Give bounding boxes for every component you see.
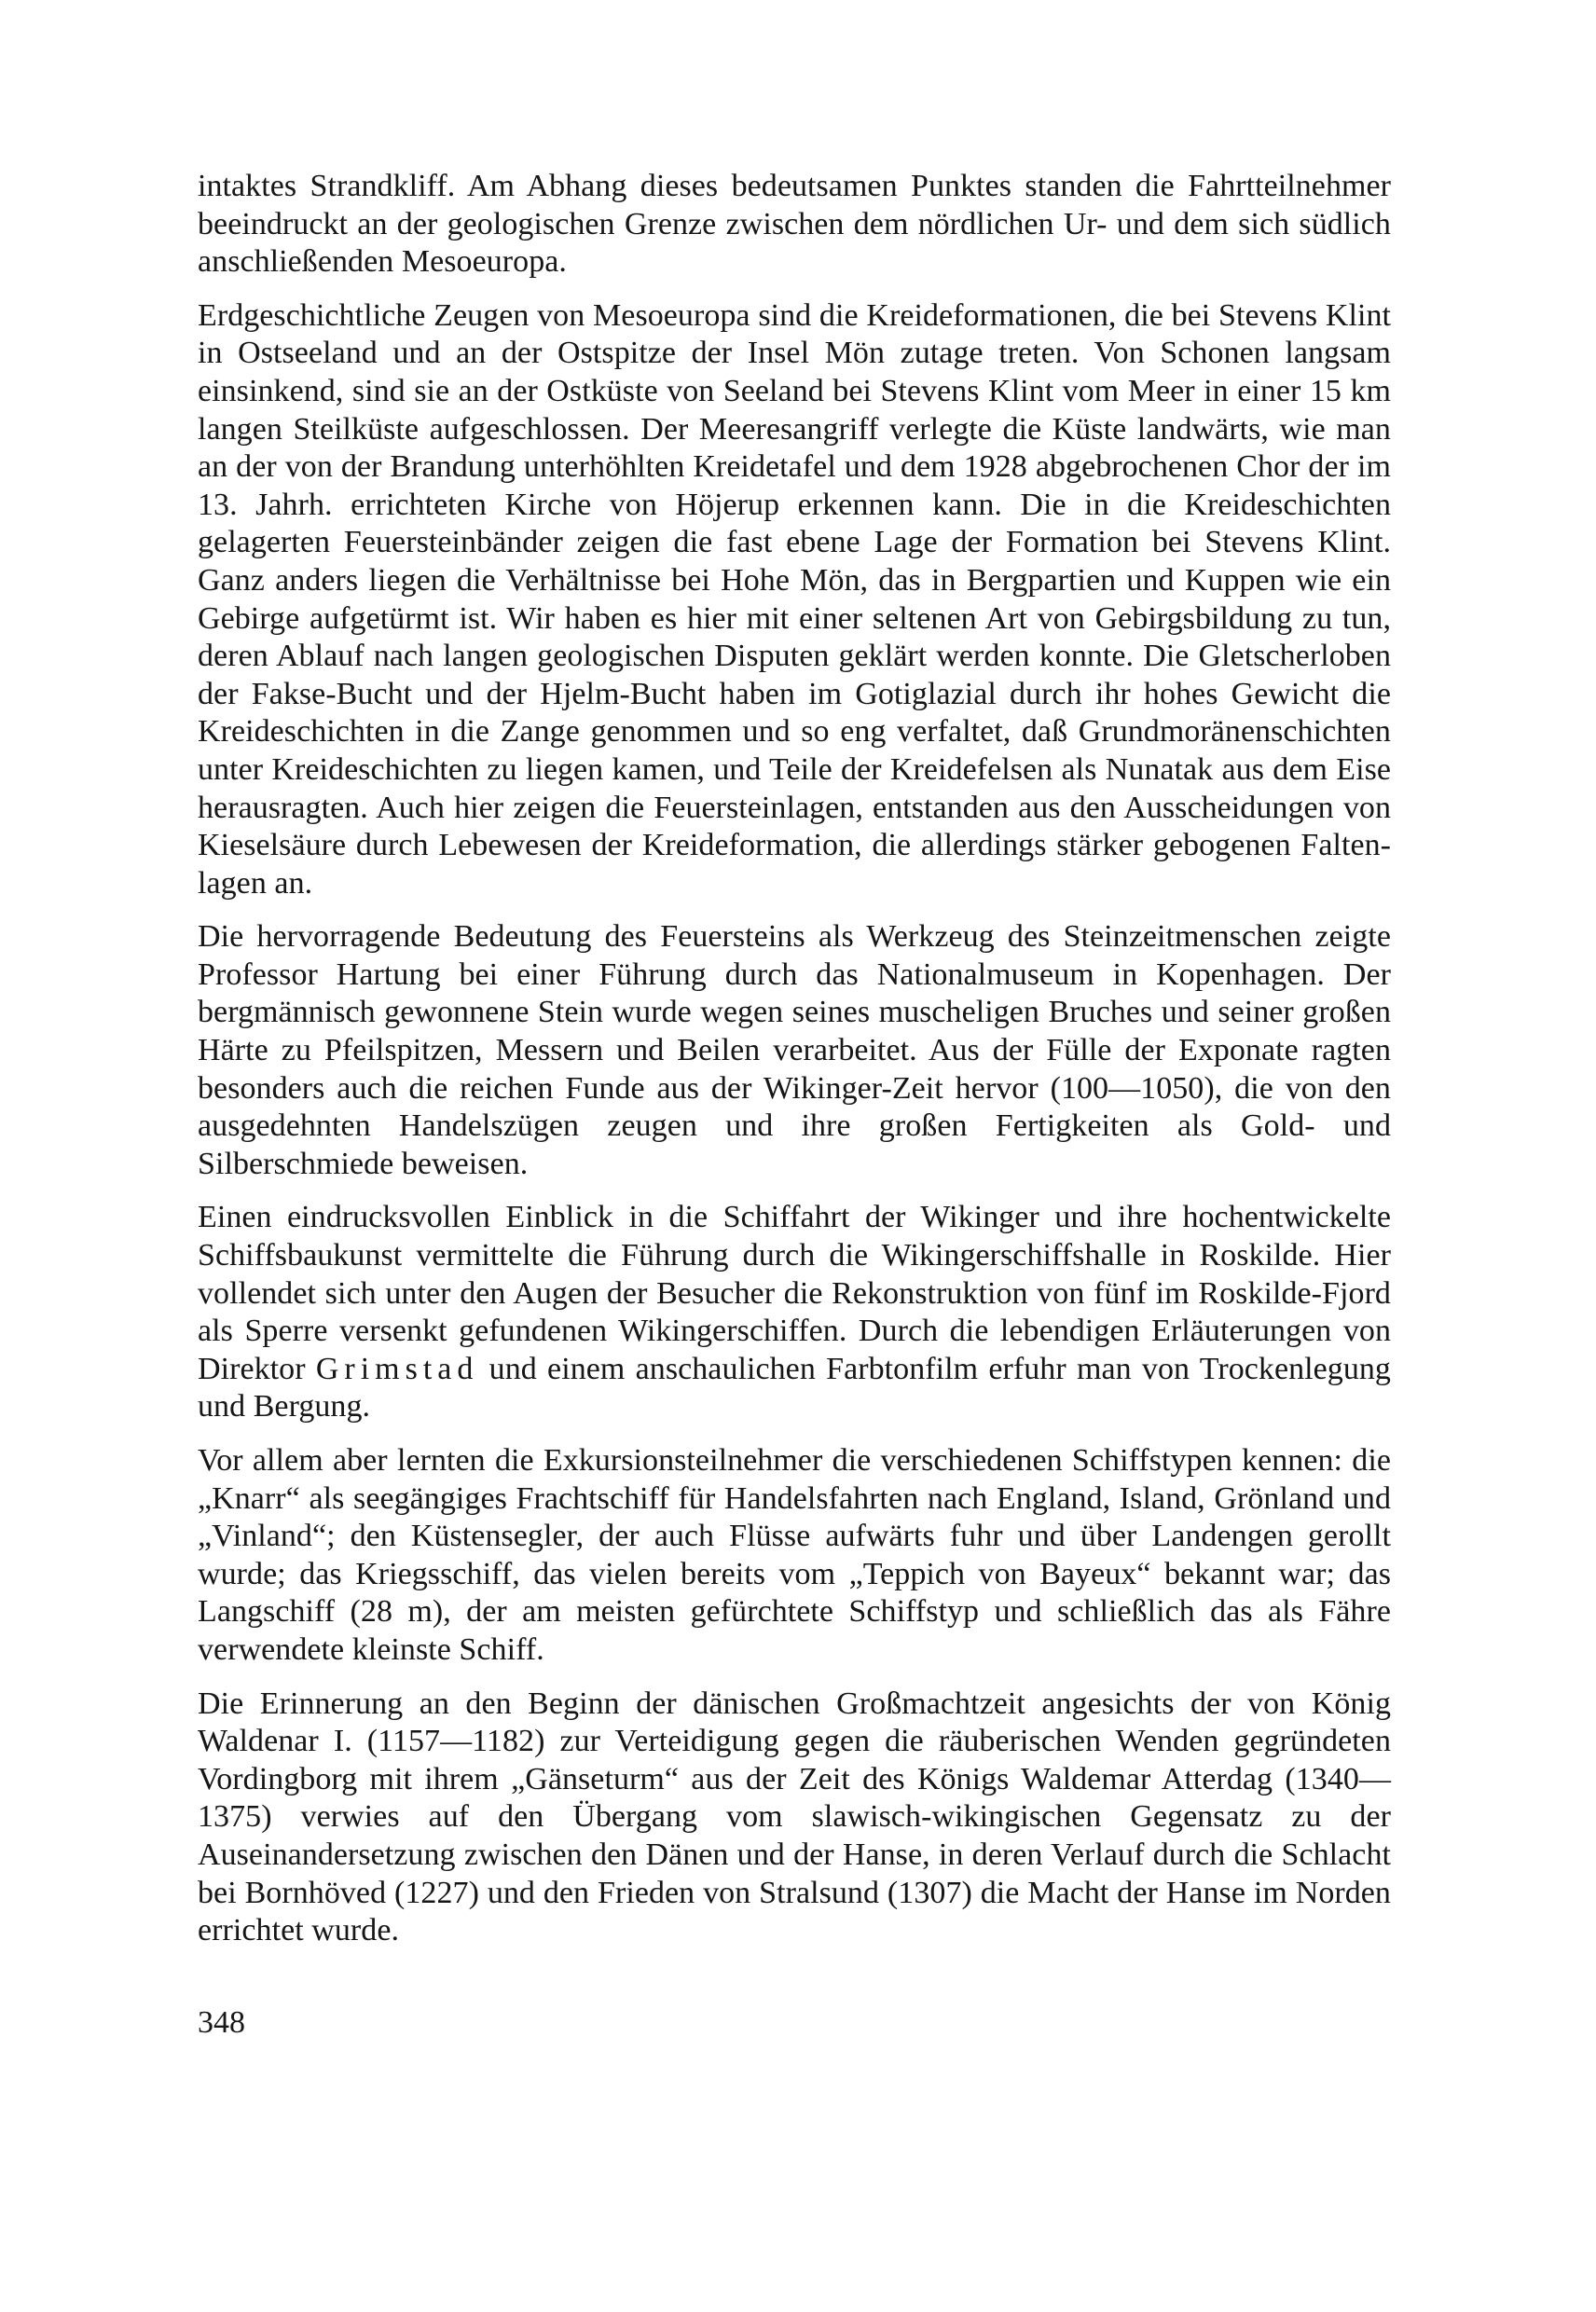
paragraph-wikingerschiffshalle	[198, 1199, 1391, 1426]
paragraph-kreideformationen: Erdgeschichtliche Zeugen von Mesoeuropa sind die Kreideformationen, die bei Stevens Klint in Ostseeland und an der Ostspitze der Insel Mön zutage treten. Von Schonen langsam einsinkend, sind sie an der Ostküste von Seeland bei Stevens Klint vom Meer in einer 15 km langen Steilküste aufgeschlossen. Der Meeresangriff verlegte die Küste landwärts, wie man an der von der Brandung unterhöhlten Kreidetafel und dem 1928 abgebrochenen Chor der im 13. Jahrh. errichteten Kirche von Höjerup erkennen kann. Die in die Kreideschichten gelagerten Feuersteinbänder zeigen die fast ebene Lage der Formation bei Stevens Klint. Ganz anders liegen die Verhältnisse bei Hohe Mön, das in Bergpartien und Kuppen wie ein Gebirge aufgetürmt ist. Wir haben es hier mit einer seltenen Art von Gebirgsbildung zu tun, deren Ablauf nach langen geologischen Disputen geklärt werden konnte. Die Gletscherloben der Fakse-Bucht und der Hjelm-Bucht haben im Gotiglazial durch ihr hohes Gewicht die Kreideschichten in die Zange genommen und so eng verfaltet, daß Grundmoränenschichten unter Kreideschichten zu liegen kamen, und Teile der Kreidefelsen als Nunatak aus dem Eise herausragten. Auch hier zeigen die Feuersteinlagen, entstanden aus den Ausscheidungen von Kieselsäure durch Lebewesen der Kreideformation, die allerdings stärker gebogenen Faltenlagen an.	[198, 297, 1391, 901]
paragraph-text-start: Einen eindrucksvollen Einblick in die Schiffahrt der Wikinger und ihre hochentwickelte Schiffsbaukunst vermittelte die Führung durch die Wikingerschiffshalle in Roskilde. Hier vollendet sich unter den Augen der Besucher die Rekonstruktion von fünf im Roskilde-Fjord als Sperre versenkt gefundenen Wikingerschiffen. Durch die lebendigen Erläuterungen von Direktor	[198, 1200, 1391, 1386]
paragraph-text-end: und einem anschaulichen Farbtonfilm erfuhr man von Trockenlegung und Bergung.	[198, 1351, 1391, 1424]
paragraph-strandkliff: intaktes Strandkliff. Am Abhang dieses bedeutsamen Punktes standen die Fahrtteilnehmer beeindruckt an der geologischen Grenze zwischen dem nördlichen Ur- und dem sich südlich anschließenden Mesoeuropa.	[198, 169, 1391, 280]
paragraph-feuerstein: Die hervorragende Bedeutung des Feuersteins als Werkzeug des Steinzeitmenschen zeigte Professor Hartung bei einer Führung durch das Nationalmuseum in Kopenhagen. Der bergmännisch gewonnene Stein wurde wegen seines muscheligen Bruches und seiner großen Härte zu Pfeilspitzen, Messern und Beilen verarbeitet. Aus der Fülle der Exponate ragten besonders auch die reichen Funde aus der Wikinger-Zeit hervor (100—1050), die von den ausgedehnten Handelszügen zeugen und ihre großen Fertigkeiten als Gold- und Silberschmiede beweisen.	[198, 919, 1391, 1181]
paragraph-grossmachtzeit: Die Erinnerung an den Beginn der dänischen Großmachtzeit angesichts der von König Waldenar I. (1157—1182) zur Verteidigung gegen die räuberischen Wenden gegründeten Vordingborg mit ihrem „Gänseturm“ aus der Zeit des Königs Waldemar Atterdag (1340—1375) verwies auf den Übergang vom slawisch-wikingischen Gegensatz zu der Auseinandersetzung zwischen den Dänen und der Hanse, in deren Verlauf durch die Schlacht bei Bornhöved (1227) und den Frieden von Stralsund (1307) die Macht der Hanse im Norden errichtet wurde.	[198, 1686, 1391, 1948]
page-body	[198, 168, 1391, 1966]
spaced-name: Grimstad	[315, 1351, 479, 1386]
paragraph-schiffstypen: Vor allem aber lernten die Exkursionsteilnehmer die verschiedenen Schiffstypen kennen: die „Knarr“ als seegängiges Frachtschiff für Handelsfahrten nach England, Island, Grönland und „Vinland“; den Küstensegler, der auch Flüsse aufwärts fuhr und über Landengen gerollt wurde; das Kriegsschiff, das vielen bereits vom „Teppich von Bayeux“ bekannt war; das Langschiff (28 m), der am meisten gefürchtete Schiffstyp und schließlich das als Fähre verwendete kleinste Schiff.	[198, 1443, 1391, 1667]
page-number: 348	[198, 2005, 245, 2040]
